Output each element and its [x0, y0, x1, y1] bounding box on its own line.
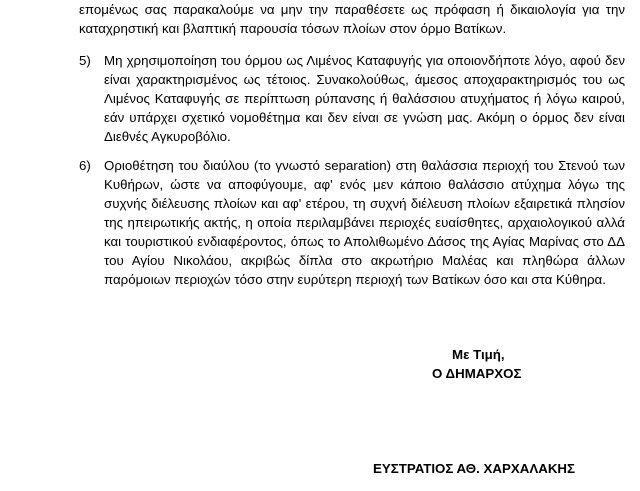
- list-item-text: Μη χρησιμοποίηση του όρμου ως Λιμένος Καταφυγής για οποιονδήποτε λόγο, αφού δεν είναι χαρακτηρισμένος ως τέτοιος. Συνακολούθως, άμεσος αποχαρακτηρισμός του ως Λιμένος Καταφυγής σε περίπτωση ρύπανσης ή θαλάσσιου ατυχήματος ή λόγω καιρού, εάν υπάρχει σχετικό νομοθέτημα και δεν είναι σε γνώση μας. Ακόμη ο όρμος δεν είναι Διεθνές Αγκυροβόλιο.: [104, 53, 625, 144]
- list-item-number: 6): [79, 158, 91, 173]
- list-item-text: Οριοθέτηση του διαύλου (το γνωστό separation) στη θαλάσσια περιοχή του Στενού των Κυθήρων, ώστε να αποφύγουμε, αφ' ενός μεν κάποιο θαλάσσιο ατύχημα λόγω της συχνής διέλευσης πλοίων και αφ' ετέρου, τη συχνή διέλευση πλοίων εξαιρετικά πλησίον της ηπειρωτικής ακτής, η οποία περιλαμβάνει περιοχές ευαίσθητες, αρχαιολογικού αλλά και τουριστικού ενδιαφέροντος, όπως το Απολιθωμένο Δάσος της Αγίας Μαρίνας στο ΔΔ του Αγίου Νικολάου, ακριβώς δίπλα στο ακρωτήριο Μαλέας και πληθώρα άλλων παρόμοιων περιοχών τόσο στην ευρύτερη περιοχή των Βατίκων όσο και στα Κύθηρα.: [104, 158, 625, 287]
- closing-title: Ο ΔΗΜΑΡΧΟΣ: [432, 366, 522, 381]
- closing-salutation: Με Τιμή,: [452, 347, 505, 362]
- list-item-number: 5): [79, 53, 91, 68]
- signature-name: ΕΥΣΤΡΑΤΙΟΣ ΑΘ. ΧΑΡΧΑΛΑΚΗΣ: [373, 461, 576, 476]
- closing-block: [432, 345, 592, 383]
- intro-paragraph: επομένως σας παρακαλούμε να μην την παραθέσετε ως πρόφαση ή δικαιολογία για την καταχρηστική και βλαπτική παρουσία τόσων πλοίων στον όρμο Βατίκων.: [79, 2, 625, 36]
